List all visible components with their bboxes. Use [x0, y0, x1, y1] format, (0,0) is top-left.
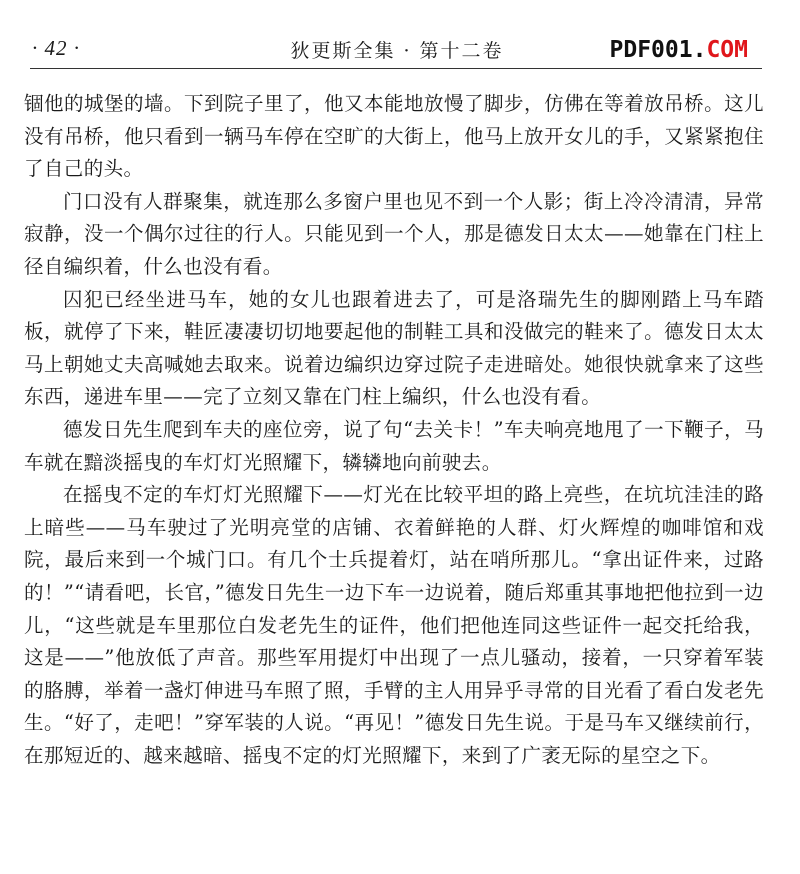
running-head: 狄更斯全集 · 第十二卷 — [290, 40, 504, 62]
paragraph: 囚犯已经坐进马车，她的女儿也跟着进去了，可是洛瑞先生的脚刚踏上马车踏板，就停了下来，鞋匠凄凄切切地要起他的制鞋工具和没做完的鞋来了。德发日太太马上朝她丈夫高喊她去取来。说着边编织边穿过院子走进暗处。她很快就拿来了这些东西，递进车里——完了立刻又靠在门柱上编织，什么也没有看。 — [24, 287, 764, 409]
paragraph: 德发日先生爬到车夫的座位旁，说了句“去关卡！”车夫响亮地甩了一下鞭子，马车就在黯淡摇曳的车灯灯光照耀下，辚辚地向前驶去。 — [24, 417, 764, 474]
paragraph-continuation: 锢他的城堡的墙。下到院子里了，他又本能地放慢了脚步，仿佛在等着放吊桥。这儿没有吊桥，他只看到一辆马车停在空旷的大街上，他马上放开女儿的手，又紧紧抱住了自己的头。 — [24, 92, 764, 181]
watermark-suffix: COM — [706, 37, 748, 63]
watermark-text: PDF001. — [609, 37, 707, 63]
page-number: · 42 · — [32, 36, 80, 60]
paragraph: 在摇曳不定的车灯灯光照耀下——灯光在比较平坦的路上亮些，在坑坑洼洼的路上暗些——马车驶过了光明亮堂的店铺、衣着鲜艳的人群、灯火辉煌的咖啡馆和戏院，最后来到一个城门口。有几个士兵提着灯，站在哨所那儿。“拿出证件来，过路的！”“请看吧，长官，”德发日先生一边下车一边说着，随后郑重其事地把他拉到一边儿，“这些就是车里那位白发老先生的证件，他们把他连同这些证件一起交托给我，这是——”他放低了声音。那些军用提灯中出现了一点儿骚动，接着，一只穿着军装的胳膊，举着一盏灯伸进马车照了照，手臂的主人用异乎寻常的目光看了看白发老先生。“好了，走吧！”穿军装的人说。“再见！”德发日先生说。于是马车又继续前行，在那短近的、越来越暗、摇曳不定的灯光照耀下，来到了广袤无际的星空之下。 — [24, 483, 764, 767]
watermark-logo — [610, 37, 748, 63]
body-text — [24, 88, 764, 772]
header-rule — [30, 68, 762, 69]
page-header — [32, 30, 762, 64]
paragraph: 门口没有人群聚集，就连那么多窗户里也见不到一个人影；街上冷冷清清，异常寂静，没一个偶尔过往的行人。只能见到一个人，那是德发日太太——她靠在门柱上径自编织着，什么也没有看。 — [24, 189, 764, 278]
